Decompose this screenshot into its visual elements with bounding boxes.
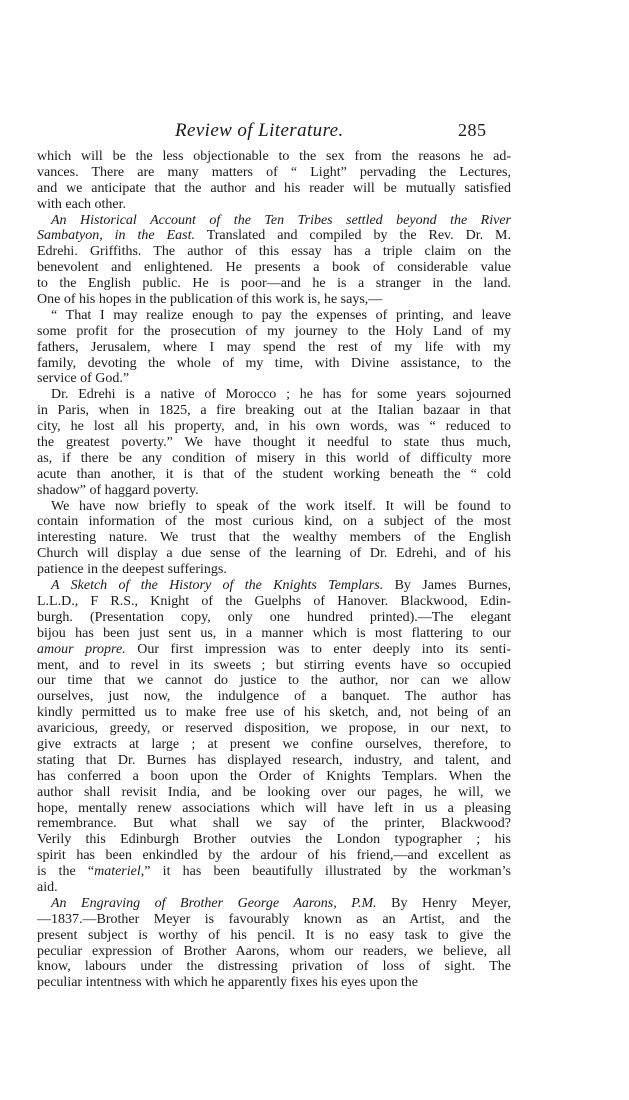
text-run: Church will display a due sense of the learning of Dr. Edrehi, and of his xyxy=(37,546,511,562)
text-line xyxy=(37,642,511,658)
text-line xyxy=(37,276,511,292)
text-line xyxy=(37,213,511,229)
text-run: our time that we cannot do justice to the author, nor can we allow xyxy=(37,673,511,689)
text-run: acute than another, it is that of the student working beneath the “ cold xyxy=(37,466,511,482)
text-run: the greatest poverty.” We have thought it needful to state thus much, xyxy=(37,435,511,451)
italic-text: Sambatyon, in the East. xyxy=(37,228,195,244)
text-run: peculiar expression of Brother Aarons, whom our readers, we believe, all xyxy=(37,943,511,959)
text-run: family, devoting the whole of my time, with Divine assistance, to the xyxy=(37,355,511,371)
text-run: aid. xyxy=(37,879,58,895)
italic-text: amour propre. xyxy=(37,641,126,657)
text-line xyxy=(37,419,511,435)
text-line xyxy=(37,848,511,864)
text-run: By James Burnes, xyxy=(383,578,511,594)
text-run: some profit for the prosecution of my journey to the Holy Land of my xyxy=(37,323,511,339)
paragraph xyxy=(37,308,511,387)
text-run: benevolent and enlightened. He presents a book of considerable value xyxy=(37,260,511,276)
text-line xyxy=(37,721,511,737)
paragraph xyxy=(37,387,511,498)
paragraph xyxy=(37,896,511,991)
paragraph xyxy=(37,213,511,308)
text-line xyxy=(37,197,511,213)
text-run: spirit has been enkindled by the ardour of his friend,—and excellent as xyxy=(37,848,511,864)
text-run: shadow” of haggard poverty. xyxy=(37,482,199,498)
text-line xyxy=(37,944,511,960)
italic-text: An Engraving of Brother George Aarons, P.M. xyxy=(51,895,377,911)
text-run: Edrehi. Griffiths. The author of this essay has a triple claim on the xyxy=(37,244,511,260)
text-line xyxy=(37,816,511,832)
text-run: as, if there be any condition of misery in this world of difficulty more xyxy=(37,450,511,466)
text-run: One of his hopes in the publication of this work is, he says,— xyxy=(37,292,383,308)
text-line xyxy=(37,403,511,419)
text-line xyxy=(37,467,511,483)
text-line xyxy=(37,546,511,562)
text-line xyxy=(37,371,511,387)
text-line xyxy=(37,228,511,244)
text-line xyxy=(37,387,511,403)
text-line xyxy=(37,594,511,610)
text-line xyxy=(37,149,511,165)
text-run: which will be the less objectionable to the sex from the reasons he ad- xyxy=(37,149,511,164)
text-line xyxy=(37,165,511,181)
text-line xyxy=(37,260,511,276)
text-run: has conferred a boon upon the Order of Knights Templars. When the xyxy=(37,768,511,784)
text-run: ,” it has been beautifully illustrated by the workman’s xyxy=(140,864,511,880)
text-line xyxy=(37,626,511,642)
text-run: in Paris, when in 1825, a fire breaking out at the Italian bazaar in that xyxy=(37,403,511,419)
text-line xyxy=(37,340,511,356)
text-line xyxy=(37,832,511,848)
text-line xyxy=(37,435,511,451)
text-run: author shall revisit India, and be looking over our pages, he will, we xyxy=(37,784,511,800)
text-run: give extracts at large ; at present we confine ourselves, therefore, to xyxy=(37,736,511,752)
body-text xyxy=(37,149,511,991)
text-line xyxy=(37,483,511,499)
text-run: We have now briefly to speak of the work itself. It will be found to xyxy=(51,498,511,514)
text-run: remembrance. But what shall we say of the printer, Blackwood? xyxy=(37,816,511,832)
text-run: peculiar intentness with which he apparently fixes his eyes upon the xyxy=(37,975,419,991)
text-line xyxy=(37,673,511,689)
text-run: Verily this Edinburgh Brother outvies the London typographer ; his xyxy=(37,832,511,848)
text-run: fathers, Jerusalem, where I may spend the rest of my life with my xyxy=(37,339,511,355)
text-line xyxy=(37,451,511,467)
text-run: Our first impression was to enter deeply into its senti- xyxy=(125,641,511,657)
text-run: avaricious, greedy, or reserved disposition, we propose, in our next, to xyxy=(37,721,511,737)
text-line xyxy=(37,959,511,975)
text-line xyxy=(37,737,511,753)
text-run: ourselves, just now, the indulgence of a banquet. The author has xyxy=(37,689,511,705)
text-line xyxy=(37,769,511,785)
text-line xyxy=(37,530,511,546)
paragraph xyxy=(37,499,511,578)
text-run: present subject is worthy of his pencil. It is no easy task to give the xyxy=(37,927,511,943)
text-line xyxy=(37,578,511,594)
text-run: is the “ xyxy=(37,864,95,880)
text-line xyxy=(37,610,511,626)
text-line xyxy=(37,292,511,308)
running-title: Review of Literature. xyxy=(175,120,344,141)
text-line xyxy=(37,880,511,896)
text-line xyxy=(37,785,511,801)
text-line xyxy=(37,753,511,769)
text-run: city, he lost all his property, and, in his own words, was “ reduced to xyxy=(37,419,511,435)
text-run: contain information of the most curious kind, on a subject of the most xyxy=(37,514,511,530)
text-line xyxy=(37,801,511,817)
text-line xyxy=(37,244,511,260)
text-line xyxy=(37,308,511,324)
paragraph xyxy=(37,578,511,896)
page-number: 285 xyxy=(458,120,487,140)
text-run: ment, and to revel in its sweets ; but stirring events have so occupied xyxy=(37,657,511,673)
paragraph xyxy=(37,149,511,213)
text-run: vances. There are many matters of “ Light” pervading the Lectures, xyxy=(37,164,511,180)
text-run: patience in the deepest sufferings. xyxy=(37,562,227,578)
text-line xyxy=(37,896,511,912)
text-line xyxy=(37,864,511,880)
italic-text: A Sketch of the History of the Knights Templars. xyxy=(51,578,384,594)
text-run: know, labours under the distressing privation of loss of sight. The xyxy=(37,959,511,975)
text-run: “ That I may realize enough to pay the expenses of printing, and leave xyxy=(51,307,511,323)
text-run: Dr. Edrehi is a native of Morocco ; he has for some years sojourned xyxy=(51,387,511,403)
text-line xyxy=(37,356,511,372)
text-line xyxy=(37,689,511,705)
text-run: interesting nature. We trust that the wealthy members of the English xyxy=(37,530,511,546)
text-line xyxy=(37,705,511,721)
italic-text: An Historical Account of the Ten Tribes settled beyond the River xyxy=(51,212,511,228)
text-run: service of God.” xyxy=(37,371,130,387)
text-run: and we anticipate that the author and his reader will be mutually satisfied xyxy=(37,180,511,196)
text-line xyxy=(37,514,511,530)
text-run: Translated and compiled by the Rev. Dr. M. xyxy=(194,228,511,244)
text-run: kindly permitted us to make free use of his sketch, and, not being of an xyxy=(37,705,511,721)
text-line xyxy=(37,324,511,340)
text-line xyxy=(37,499,511,515)
italic-text: materiel xyxy=(94,864,141,880)
text-line xyxy=(37,658,511,674)
running-header xyxy=(0,120,629,144)
text-run: By Henry Meyer, xyxy=(376,895,511,911)
text-run: hope, mentally renew associations which will have left in us a pleasing xyxy=(37,800,511,816)
text-line xyxy=(37,181,511,197)
text-run: with each other. xyxy=(37,196,127,212)
text-line xyxy=(37,912,511,928)
text-run: —1837.—Brother Meyer is favourably known as an Artist, and the xyxy=(37,911,511,927)
text-line xyxy=(37,562,511,578)
text-run: burgh. (Presentation copy, only one hundred printed).—The elegant xyxy=(37,609,511,625)
text-run: L.L.D., F R.S., Knight of the Guelphs of Hanover. Blackwood, Edin- xyxy=(37,593,511,609)
text-run: to the English public. He is poor—and he is a stranger in the land. xyxy=(37,276,511,292)
text-run: bijou has been just sent us, in a manner which is most flattering to our xyxy=(37,625,511,641)
text-run: stating that Dr. Burnes has displayed research, industry, and talent, and xyxy=(37,752,511,768)
text-line xyxy=(37,928,511,944)
text-line xyxy=(37,975,511,991)
